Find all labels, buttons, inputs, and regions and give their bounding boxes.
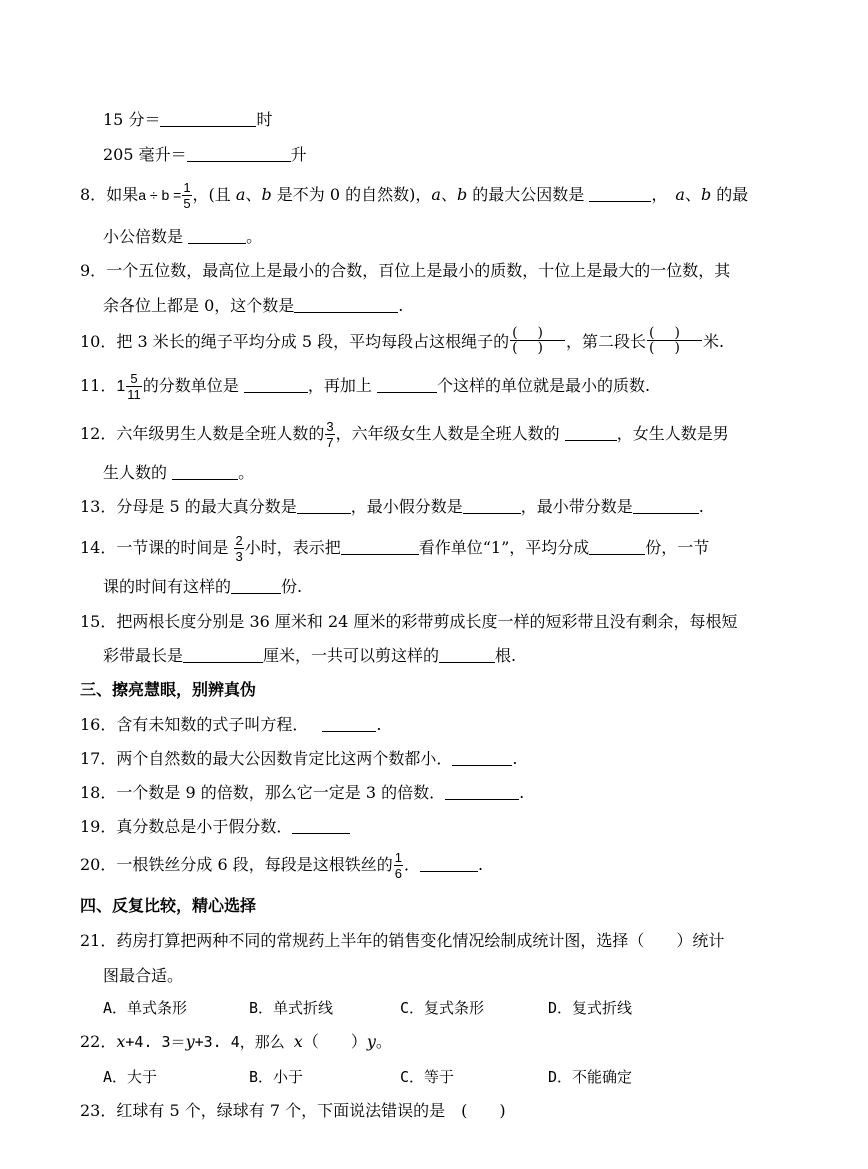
question-8-line2: 小公倍数是 。	[103, 227, 263, 246]
option-c[interactable]: C．复式条形	[400, 999, 485, 1017]
question-14-line2: 课的时间有这样的 份.	[103, 577, 303, 596]
answer-blank[interactable]	[172, 463, 238, 480]
fraction: $\frac{3}{7}$	[326, 419, 334, 450]
answer-blank[interactable]	[377, 376, 437, 393]
question-12-line2: 生人数的 。	[103, 463, 255, 482]
question-14: 14．一节课的时间是 $\frac{2}{3}$ 小时，表示把 看作单位“1”，平均分成 份，一节	[80, 533, 710, 564]
answer-blank[interactable]	[183, 646, 263, 663]
question-10: 10．把 3 米长的绳子平均分成 5 段，平均每段占这根绳子的 $\frac{()}{()}$ ，第二段长 $\frac{()}{()}$ 米.	[80, 325, 725, 356]
question-20: 20．一根铁丝分成 6 段，每段是这根铁丝的 $\frac{1}{6}$ ． .	[80, 850, 484, 881]
option-b[interactable]: B．单式折线	[249, 999, 334, 1017]
fraction-blank[interactable]: $\frac{()}{()}$	[649, 325, 700, 356]
answer-blank[interactable]	[160, 110, 256, 127]
answer-blank[interactable]	[445, 783, 519, 800]
fraction: $\frac{1}{5}$	[183, 180, 191, 211]
answer-blank[interactable]	[231, 577, 281, 594]
section-4-heading: 四、反复比较，精心选择	[80, 896, 257, 915]
fraction-blank[interactable]: $\frac{()}{()}$	[512, 325, 564, 356]
option-a[interactable]: A．单式条形	[103, 999, 188, 1017]
question-21: 21．药房打算把两种不同的常规药上半年的销售变化情况绘制成统计图，选择（ ）统计	[80, 931, 725, 950]
answer-blank[interactable]	[452, 749, 512, 766]
question-18: 18．一个数是 9 的倍数，那么它一定是 3 的倍数． .	[80, 783, 525, 802]
question-11: 11．1 $\frac{5}{11}$ 的分数单位是 ，再加上 个这样的单位就是最小的质数.	[80, 371, 651, 402]
answer-blank[interactable]	[633, 497, 699, 514]
question-22: 22．x+4. 3＝y+3. 4，那么 x（ ）y。	[80, 1032, 392, 1051]
section-3-heading: 三、擦亮慧眼，别辨真伪	[80, 680, 257, 699]
question-19: 19．真分数总是小于假分数．	[80, 816, 350, 838]
question-17: 17．两个自然数的最大公因数肯定比这两个数都小． .	[80, 749, 518, 768]
option-c[interactable]: C．等于	[400, 1068, 455, 1086]
question-15: 15．把两根长度分别是 36 厘米和 24 厘米的彩带剪成长度一样的短彩带且没有剩余，每根短	[80, 612, 738, 631]
answer-blank[interactable]	[188, 227, 246, 244]
answer-blank[interactable]	[244, 376, 308, 393]
answer-blank[interactable]	[294, 296, 398, 313]
question-23: 23．红球有 5 个，绿球有 7 个，下面说法错误的是 ( )	[80, 1101, 506, 1120]
option-d[interactable]: D．复式折线	[548, 999, 633, 1017]
answer-blank[interactable]	[589, 185, 651, 202]
answer-blank[interactable]	[187, 145, 291, 162]
option-b[interactable]: B．小于	[249, 1068, 304, 1086]
option-a[interactable]: A．大于	[103, 1068, 158, 1086]
question-21-options	[103, 997, 632, 1019]
question-9: 9．一个五位数，最高位上是最小的合数，百位上是最小的质数，十位上是最大的一位数，其	[80, 261, 731, 280]
answer-blank[interactable]	[292, 817, 350, 834]
question-21-line2: 图最合适。	[103, 966, 184, 985]
conversion-minutes: 15 分＝ 时	[103, 110, 273, 129]
conversion-milliliters: 205 毫升＝ 升	[103, 145, 307, 164]
question-9-line2: 余各位上都是 0，这个数是 .	[103, 296, 404, 315]
question-16: 16．含有未知数的式子叫方程． .	[80, 715, 382, 734]
answer-blank[interactable]	[589, 538, 645, 555]
answer-blank[interactable]	[297, 497, 351, 514]
answer-blank[interactable]	[439, 646, 495, 663]
fraction: $\frac{1}{6}$	[394, 850, 402, 881]
question-13: 13．分母是 5 的最大真分数是 ，最小假分数是 ，最小带分数是 .	[80, 497, 704, 516]
question-22-options	[103, 1066, 632, 1088]
answer-blank[interactable]	[341, 538, 419, 555]
answer-blank[interactable]	[463, 497, 521, 514]
option-d[interactable]: D．不能确定	[548, 1068, 633, 1086]
fraction: $\frac{2}{3}$	[235, 533, 243, 564]
fraction: $\frac{5}{11}$	[127, 371, 141, 402]
question-15-line2: 彩带最长是 厘米，一共可以剪这样的 根.	[103, 646, 517, 665]
question-12: 12．六年级男生人数是全班人数的 $\frac{3}{7}$ ，六年级女生人数是全班人数的 ，女生人数是男	[80, 419, 729, 450]
answer-blank[interactable]	[565, 424, 617, 441]
answer-blank[interactable]	[420, 855, 478, 872]
question-8: 8．如果a ÷ b = $\frac{1}{5}$ ，(且 a、b 是不为 0 的自然数)，a、b 的最大公因数是 ， a、b 的最	[80, 180, 749, 211]
answer-blank[interactable]	[322, 715, 376, 732]
